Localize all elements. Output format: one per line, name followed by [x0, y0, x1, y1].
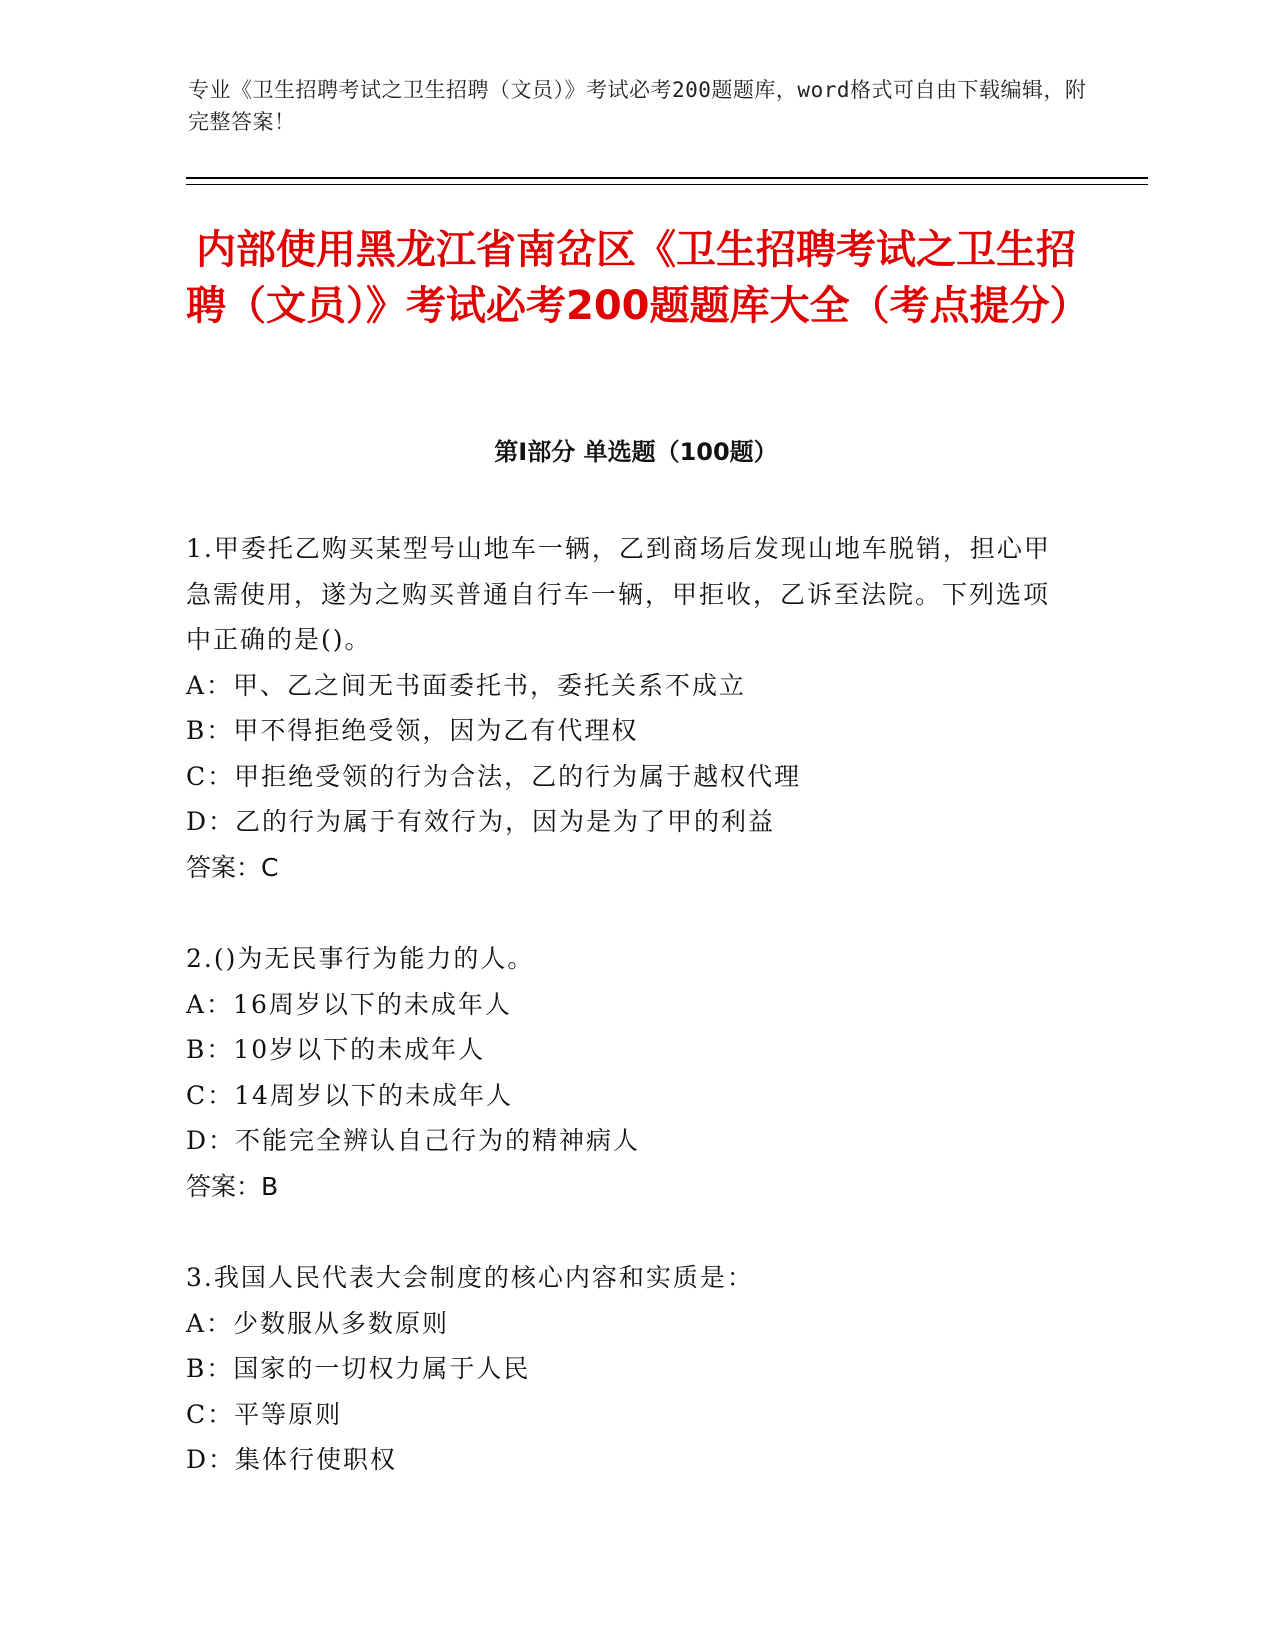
question-3: [186, 1255, 1066, 1483]
question-1: [186, 526, 1066, 890]
option-d: D：乙的行为属于有效行为，因为是为了甲的利益: [186, 807, 776, 836]
question-stem: 3.我国人民代表大会制度的核心内容和实质是：: [186, 1263, 754, 1292]
option-b: B：国家的一切权力属于人民: [186, 1354, 531, 1383]
question-2: [186, 936, 1066, 1209]
option-a: A：少数服从多数原则: [186, 1308, 450, 1338]
option-c: C：平等原则: [186, 1399, 343, 1429]
option-b: B：10岁以下的未成年人: [186, 1035, 486, 1064]
option-b: B：甲不得拒绝受领，因为乙有代理权: [186, 716, 639, 745]
option-c: C：甲拒绝受领的行为合法，乙的行为属于越权代理: [186, 761, 802, 791]
option-d: D：集体行使职权: [186, 1445, 398, 1474]
question-stem: 1.甲委托乙购买某型号山地车一辆，乙到商场后发现山地车脱销，担心甲急需使用，遂为之购买普通自行车一辆，甲拒收，乙诉至法院。下列选项中正确的是()。: [186, 534, 1051, 654]
option-a: A：甲、乙之间无书面委托书，委托关系不成立: [186, 670, 747, 700]
option-c: C：14周岁以下的未成年人: [186, 1080, 513, 1110]
document-title: 内部使用黑龙江省南岔区《卫生招聘考试之卫生招聘（文员）》考试必考200题题库大全（考点提分）: [186, 227, 1090, 329]
option-d: D：不能完全辨认自己行为的精神病人: [186, 1126, 641, 1155]
header-note: 专业《卫生招聘考试之卫生招聘（文员）》考试必考200题题库，word格式可自由下载编辑，附完整答案！: [188, 78, 1087, 134]
answer: 答案：C: [186, 852, 279, 882]
answer: 答案：B: [186, 1171, 279, 1201]
header-divider-thick: [186, 177, 1148, 179]
section-title: 第Ⅰ部分 单选题（100题）: [494, 438, 778, 466]
header-divider-thin: [186, 184, 1148, 185]
question-list: [186, 526, 1066, 1529]
option-a: A：16周岁以下的未成年人: [186, 989, 512, 1019]
question-stem: 2.()为无民事行为能力的人。: [186, 944, 535, 973]
